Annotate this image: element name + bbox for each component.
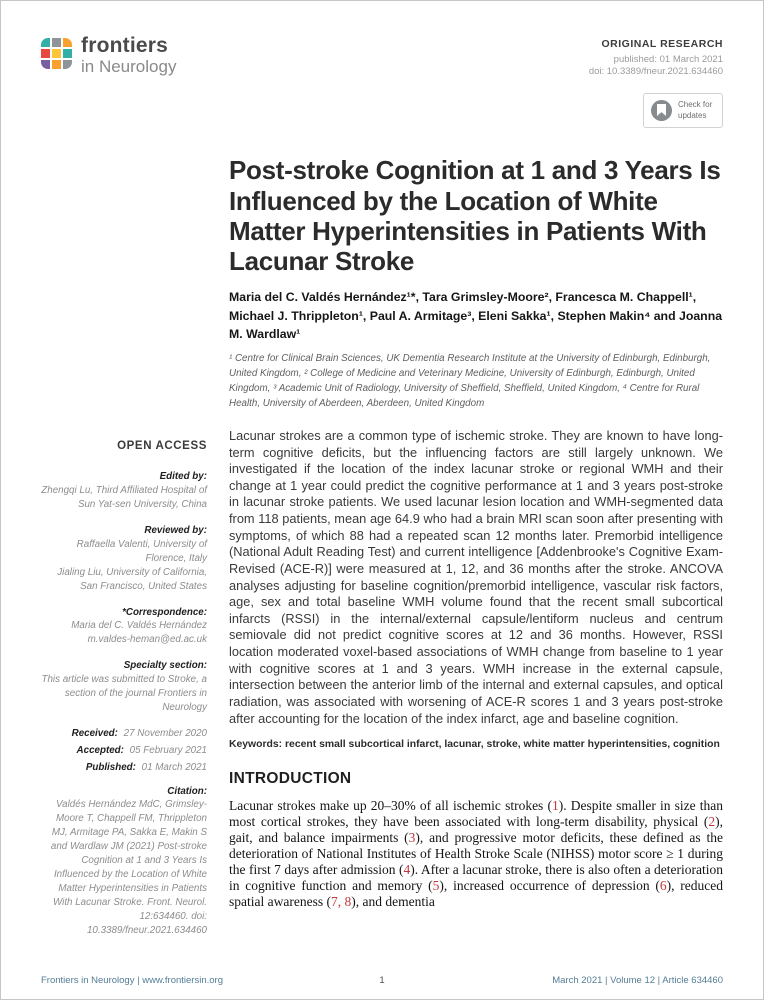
introduction-heading: INTRODUCTION	[229, 770, 352, 788]
reviewer-1: Raffaella Valenti, University of Florence, Italy	[76, 538, 207, 564]
edited-by-block	[41, 470, 207, 512]
journal-brand	[41, 35, 176, 77]
edited-by-label: Edited by:	[159, 471, 207, 483]
check-for-updates-badge[interactable]	[643, 93, 723, 128]
citation-ref[interactable]: 6	[659, 877, 667, 893]
citation-label: Citation:	[167, 785, 207, 797]
citation-ref[interactable]: 4	[403, 861, 411, 877]
body-text-segment: ). After a lacunar stroke, there is also often a deterioration in cognitive function and memory (	[229, 861, 723, 893]
correspondence-name: Maria del C. Valdés Hernández	[71, 620, 207, 632]
affiliations: ¹ Centre for Clinical Brain Sciences, UK Dementia Research Institute at the University of Edinburgh, Edinburgh, United Kingdom, ² College of Medicine and Veterinary Medicine, University of Edinburgh, Edinburgh, United Kingdom, ³ Academic Unit of Radiology, University of Sheffield, Sheffield, United Kingdom, ⁴ Centre for Rural Health, University of Aberdeen, Aberdeen, United Kingdom	[229, 353, 711, 410]
reviewed-by-label: Reviewed by:	[144, 524, 207, 536]
specialty-section-value: This article was submitted to Stroke, a section of the journal Frontiers in Neurology	[41, 674, 207, 713]
body-text-segment: ), and progressive motor deficits, these defined as the deterioration of National Institutes of Health Stroke Scale (NIHSS) motor score ≥ 1 during the first 7 days after admission (	[229, 830, 723, 877]
body-text-segment: ). Despite smaller in size than most cortical strokes, they have been associated with long-term disability, physical (	[229, 798, 723, 830]
article-title: Post-stroke Cognition at 1 and 3 Years Is Influenced by the Location of White Matter Hyperintensities in Patients With Lacunar Stroke	[229, 155, 721, 276]
body-text-segment: ), reduced spatial awareness (	[229, 877, 724, 909]
reviewed-by-block	[41, 524, 207, 594]
accepted-label: Accepted:	[76, 744, 124, 756]
received-block	[41, 727, 207, 741]
brand-name: frontiers	[81, 34, 168, 57]
introduction-paragraph	[229, 798, 723, 909]
citation-ref[interactable]: 1	[551, 798, 559, 814]
frontiers-logo-icon	[41, 38, 72, 69]
open-access-label: OPEN ACCESS	[117, 439, 207, 452]
received-date: 27 November 2020	[123, 727, 207, 739]
content-columns	[41, 428, 723, 950]
crossmark-icon	[651, 100, 672, 121]
check-line-2: updates	[678, 110, 707, 120]
footer-issue-info: March 2021 | Volume 12 | Article 634460	[552, 974, 723, 986]
correspondence-email[interactable]: m.valdes-heman@ed.ac.uk	[87, 634, 207, 646]
doi-link[interactable]: doi: 10.3389/fneur.2021.634460	[588, 66, 723, 77]
check-line-1: Check for	[678, 100, 713, 110]
correspondence-label: *Correspondence:	[122, 606, 207, 618]
citation-ref[interactable]: 5	[432, 877, 440, 893]
citation-value: Valdés Hernández MdC, Grimsley-Moore T, Chappell FM, Thrippleton MJ, Armitage PA, Sakka E, Makin S and Wardlaw JM (2021) Post-stroke Cognition at 1 and 3 Years Is Influenced by the Location of White Matter Hyperintensities in Patients With Lacunar Stroke. Front. Neurol. 12:634460. doi: 10.3389/fneur.2021.634460	[50, 799, 207, 936]
citation-block	[41, 785, 207, 938]
page-header	[41, 1, 723, 77]
accepted-date: 05 February 2021	[129, 744, 207, 756]
header-meta	[589, 35, 723, 77]
page-footer	[41, 961, 723, 999]
published-block	[41, 761, 207, 775]
specialty-section-label: Specialty section:	[123, 660, 207, 672]
bookmark-icon	[657, 104, 666, 116]
body-text-segment: ), and dementia	[351, 893, 435, 909]
correspondence-block	[41, 606, 207, 648]
published-date: published: 01 March 2021	[613, 54, 723, 65]
footer-journal-link[interactable]: Frontiers in Neurology | www.frontiersin.org	[41, 974, 223, 986]
brand-text	[81, 35, 176, 77]
body-text-segment: ), increased occurrence of depression (	[439, 877, 660, 893]
author-list: Maria del C. Valdés Hernández¹*, Tara Grimsley-Moore², Francesca M. Chappell¹, Michael J. Thrippleton¹, Paul A. Armitage³, Eleni Sakka¹, Stephen Makin⁴ and Joanna M. Wardlaw¹	[229, 290, 723, 341]
citation-ref[interactable]: 2	[708, 814, 716, 830]
journal-name: in Neurology	[81, 57, 177, 77]
accepted-block	[41, 744, 207, 758]
reviewer-2: Jialing Liu, University of California, San Francisco, United States	[57, 566, 207, 592]
body-text-segment: Lacunar strokes make up 20–30% of all ischemic strokes (	[229, 798, 552, 814]
edited-by-value: Zhengqi Lu, Third Affiliated Hospital of Sun Yat-sen University, China	[41, 485, 207, 511]
main-column	[229, 428, 723, 950]
page-number: 1	[379, 974, 385, 986]
keywords-line: Keywords: recent small subcortical infarct, lacunar, stroke, white matter hyperintensities, cognition	[229, 739, 720, 751]
citation-ref[interactable]: 3	[408, 830, 416, 846]
received-label: Received:	[71, 727, 118, 739]
published-label: Published:	[85, 761, 136, 773]
abstract-text: Lacunar strokes are a common type of ischemic stroke. They are known to have long-term cognitive deficits, but the influencing factors are still largely unknown. We investigated if the location of the index lacunar stroke or regional WMH and their change at 1 year could predict the cognitive performance at 1 and 3 years post-stroke in lacunar stroke patients. We used lacunar lesion location and WMH-segmented data from 118 patients, mean age 64.9 who had a brain MRI scan soon after presenting with symptoms, of which 88 had a repeated scan 12 months later. Premorbid intelligence (National Adult Reading Test) and current intelligence [Addenbrooke's Cognitive Exam-Revised (ACE-R)] were measured at 1, 12, and 36 months after the stroke. ANCOVA analyses adjusting for baseline cognition/premorbid intelligence, vascular risk factors, age, sex and total baseline WMH volume found that the recent small subcortical infarcts (RSSI) in the internal/external capsule/lentiform nucleus and centrum semiovale did not predict cognitive scores at 12 and 36 months. However, RSSI location moderated voxel-based associations of WMH change from baseline to 1 year with cognitive scores at 1 and 3 years. WMH increase in the external capsule, intersection between the anterior limb of the internal and external capsules, and optical radiation, was associated with worsening of ACE-R scores 1 and 3 years post-stroke after accounting for the location of the index infarct, age and baseline cognition.	[229, 427, 723, 726]
specialty-section-block	[41, 659, 207, 715]
title-block	[229, 155, 725, 412]
body-text-segment: ), gait, and balance impairments (	[229, 814, 723, 846]
published-date-sidebar: 01 March 2021	[141, 761, 207, 773]
check-for-updates-label	[678, 100, 712, 121]
citation-ref[interactable]: 7, 8	[330, 893, 352, 909]
article-info-sidebar	[41, 428, 207, 950]
article-type-label: ORIGINAL RESEARCH	[601, 38, 723, 50]
